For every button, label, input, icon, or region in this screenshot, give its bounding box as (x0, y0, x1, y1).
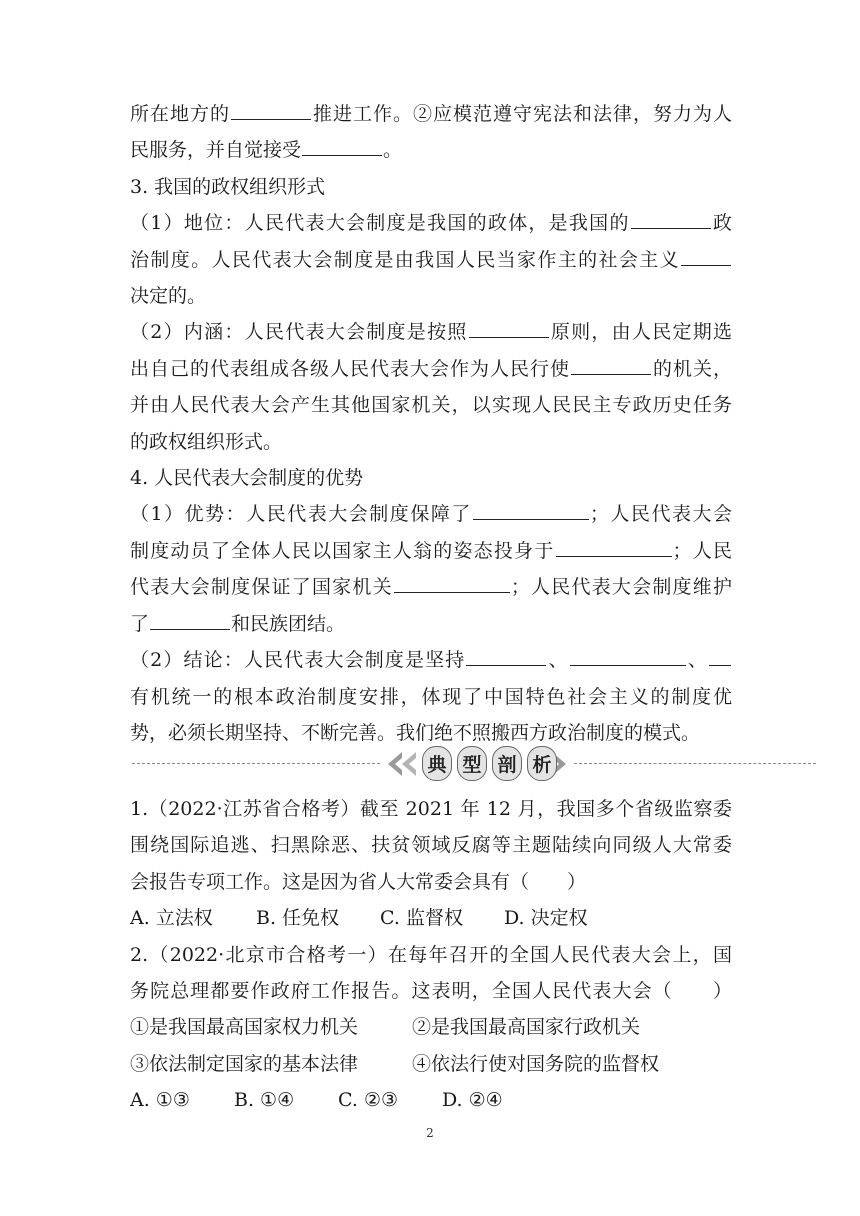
question-1-text: 1.（2022·江苏省合格考）截至 2021 年 12 月，我国多个省级监察委 (130, 798, 732, 820)
fill-blank[interactable] (469, 320, 549, 338)
question-2-text: 2.（2022·北京市合格考一）在每年召开的全国人民代表大会上，国 (130, 943, 732, 966)
fill-blank[interactable] (302, 138, 382, 156)
text: ；人民 (672, 539, 732, 562)
text: 的机关， (651, 357, 732, 380)
statement-2: ②是我国最高国家行政机关 (412, 1016, 641, 1039)
text: 、 (686, 649, 708, 672)
text-line (130, 205, 732, 241)
text: （1）地位：人民代表大会制度是我国的政体，是我国的 (130, 212, 630, 235)
option-b[interactable]: B. ①④ (234, 1089, 295, 1112)
option-d[interactable]: D. ②④ (442, 1089, 503, 1112)
question-2-statements (130, 1009, 732, 1045)
text: 所在地方的 (130, 103, 230, 125)
text-line (130, 96, 732, 132)
text-line: 有机统一的根本政治制度安排，体现了中国特色社会主义的制度优 (130, 685, 732, 708)
text-line (130, 496, 732, 532)
section-title-char: 剖 (492, 746, 522, 781)
text: 制度动员了全体人民以国家主人翁的姿态投身于 (130, 539, 555, 562)
question-1-text: 会报告专项工作。这是因为省人大常委会具有（ ） (130, 870, 587, 893)
dashed-rule (132, 763, 380, 764)
fill-blank[interactable] (571, 357, 651, 375)
option-d[interactable]: D. 决定权 (504, 907, 588, 930)
text-line (130, 569, 732, 605)
fill-blank[interactable] (681, 248, 731, 266)
text: 了 (130, 612, 150, 635)
text: （2）结论：人民代表大会制度是坚持 (130, 649, 466, 672)
statement-3: ③依法制定国家的基本法律 (130, 1052, 359, 1075)
text: ；人民代表大会制度维护 (510, 576, 732, 599)
option-c[interactable]: C. 监督权 (380, 907, 463, 930)
fill-blank[interactable] (631, 211, 711, 229)
page-number: 2 (426, 1126, 434, 1140)
question-2-statements (130, 1046, 732, 1082)
section-title-char: 析 (527, 746, 557, 781)
text-line (130, 533, 732, 569)
text-line: 势，必须长期坚持、不断完善。我们绝不照搬西方政治制度的模式。 (130, 721, 701, 744)
option-a[interactable]: A. ①③ (130, 1089, 190, 1112)
text-line: 决定的。 (130, 285, 207, 308)
section-title-char: 型 (457, 746, 487, 781)
text: 和民族团结。 (231, 612, 346, 635)
text-line (130, 351, 732, 387)
text: 。 (383, 139, 403, 162)
fill-blank[interactable] (556, 539, 672, 557)
fill-blank[interactable] (231, 102, 311, 120)
text: 治制度。人民代表大会制度是由我国人民当家作主的社会主义 (130, 248, 680, 271)
statement-4: ④依法行使对国务院的监督权 (412, 1052, 660, 1075)
text: 出自己的代表组成各级人民代表大会作为人民行使 (130, 357, 570, 380)
text: ；人民代表大会 (589, 503, 732, 526)
fill-blank[interactable] (394, 575, 510, 593)
question-1-options (130, 900, 732, 936)
fill-blank[interactable] (473, 502, 589, 520)
option-c[interactable]: C. ②③ (338, 1089, 399, 1112)
section-divider (132, 743, 816, 785)
text: 推进工作。②应模范遵守宪法和法律，努力为人 (312, 103, 732, 125)
text-line: 并由人民代表大会产生其他国家机关，以实现人民民主专政历史任务 (130, 394, 732, 417)
text: 政 (711, 212, 732, 235)
question-1-text: 围绕国际追逃、扫黑除恶、扶贫领域反腐等主题陆续向同级人大常委 (130, 834, 732, 857)
section-title (422, 746, 557, 781)
text-line (130, 242, 732, 278)
fill-blank[interactable] (150, 612, 230, 630)
text-line (130, 314, 732, 350)
section-title-char: 典 (422, 746, 452, 781)
text-line (130, 642, 732, 678)
text-line: 的政权组织形式。 (130, 430, 283, 453)
option-b[interactable]: B. 任免权 (256, 907, 340, 930)
text: 原则，由人民定期选 (549, 321, 732, 344)
notes-section (130, 96, 732, 751)
question-2-text: 务院总理都要作政府工作报告。这表明，全国人民代表大会（ ） (130, 980, 732, 1003)
dashed-rule (574, 763, 816, 764)
text: （2）内涵：人民代表大会制度是按照 (130, 321, 468, 344)
text: 、 (547, 649, 569, 672)
option-a[interactable]: A. 立法权 (130, 907, 213, 930)
text-line (130, 132, 732, 168)
heading-3: 3. 我国的政权组织形式 (130, 175, 326, 198)
text: （1）优势：人民代表大会制度保障了 (130, 503, 472, 526)
question-2-options (130, 1082, 732, 1118)
section-banner (384, 743, 570, 785)
text: 民服务，并自觉接受 (130, 139, 302, 162)
questions-section (130, 791, 732, 1119)
heading-4: 4. 人民代表大会制度的优势 (130, 467, 364, 490)
text: 代表大会制度保证了国家机关 (130, 576, 393, 599)
statement-1: ①是我国最高国家权力机关 (130, 1016, 359, 1039)
text-line (130, 606, 732, 642)
fill-blank[interactable] (709, 648, 731, 666)
fill-blank[interactable] (466, 648, 546, 666)
fill-blank[interactable] (570, 648, 686, 666)
